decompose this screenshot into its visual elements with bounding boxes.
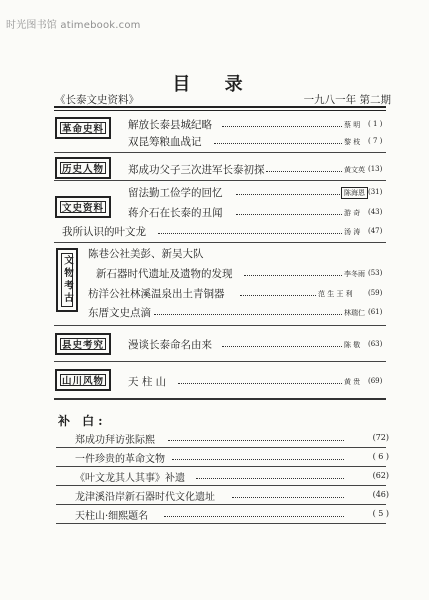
toc-entry-page: (53) bbox=[368, 269, 383, 277]
supplement-divider bbox=[56, 504, 386, 505]
toc-entry-page: (69) bbox=[368, 377, 383, 385]
toc-entry-author: 陈海恩 bbox=[341, 187, 368, 199]
toc-entry-page: (31) bbox=[368, 188, 383, 196]
supplement-item-page: (62) bbox=[372, 471, 389, 480]
supplement-item-title: 天柱山·细熙题名 bbox=[75, 511, 149, 522]
supplement-divider bbox=[56, 447, 386, 448]
title-rule bbox=[54, 106, 386, 108]
watermark: 时光图书馆 atimebook.com bbox=[6, 20, 141, 31]
toc-entry-title: 天 柱 山 bbox=[128, 376, 167, 388]
leader-dots bbox=[232, 497, 344, 498]
section-divider bbox=[54, 242, 386, 243]
toc-entry-page: (47) bbox=[368, 227, 383, 235]
toc-entry-author: 范 生 王 利 bbox=[318, 290, 353, 298]
toc-entry-title: 枋洋公社林溪温泉出土青铜器 bbox=[88, 288, 225, 300]
toc-entry-page: (13) bbox=[368, 165, 383, 173]
toc-entry-page: (59) bbox=[368, 289, 383, 297]
toc-entry-author: 陈 敬 bbox=[344, 341, 361, 349]
toc-entry-title: 东厝文史点滴 bbox=[88, 307, 151, 319]
supplement-item-page: (46) bbox=[372, 490, 389, 499]
leader-dots bbox=[164, 516, 344, 517]
toc-entry-author: 黄文英 bbox=[344, 166, 365, 174]
supplement-divider bbox=[56, 466, 386, 467]
toc-entry-title: 郑成功父子三次进军长泰初探 bbox=[128, 164, 265, 176]
toc-entry-page: ( 7 ) bbox=[368, 137, 383, 145]
leader-dots bbox=[214, 143, 342, 144]
toc-entry-page: (43) bbox=[368, 208, 383, 216]
supplement-item-title: 郑成功拜访张际熙 bbox=[75, 435, 155, 446]
leader-dots bbox=[236, 214, 342, 215]
supplement-divider bbox=[56, 523, 386, 524]
leader-dots bbox=[236, 194, 340, 195]
toc-entry-title: 双昆筹粮血战记 bbox=[128, 136, 202, 148]
leader-dots bbox=[266, 171, 342, 172]
toc-entry-author: 游 奇 bbox=[344, 209, 361, 217]
publication-name: 《长泰文史资料》 bbox=[55, 94, 139, 106]
supplement-item-title: 《叶文龙其人其事》补遗 bbox=[75, 473, 185, 484]
leader-dots bbox=[168, 440, 344, 441]
section-label-revolution: 革命史料 bbox=[55, 117, 111, 139]
section-divider bbox=[54, 180, 386, 181]
supplement-divider bbox=[56, 485, 386, 486]
section-label-history: 文史资料 bbox=[55, 196, 111, 218]
supplement-item-page: (72) bbox=[372, 433, 389, 442]
page-title: 目 录 bbox=[172, 74, 257, 95]
leader-dots bbox=[154, 314, 342, 315]
leader-dots bbox=[196, 478, 344, 479]
leader-dots bbox=[244, 275, 342, 276]
toc-entry-title: 蒋介石在长泰的丑闻 bbox=[128, 207, 223, 219]
toc-entry-title: 留法勤工俭学的回忆 bbox=[128, 187, 223, 199]
leader-dots bbox=[178, 383, 342, 384]
leader-dots bbox=[222, 126, 342, 127]
leader-dots bbox=[172, 459, 344, 460]
supplement-item-title: 一件珍贵的革命文物 bbox=[75, 454, 165, 465]
toc-entry-author: 蔡 明 bbox=[344, 121, 361, 129]
toc-entry-page: ( 1 ) bbox=[368, 120, 383, 128]
section-divider bbox=[54, 398, 386, 400]
toc-entry-title: 我所认识的叶文龙 bbox=[62, 226, 146, 238]
toc-entry-page: (63) bbox=[368, 340, 383, 348]
section-label-landscape: 山川风物 bbox=[55, 369, 111, 391]
toc-entry-title: 解放长泰县城纪略 bbox=[128, 119, 212, 131]
toc-entry-page: (61) bbox=[368, 308, 383, 316]
toc-entry-title: 漫谈长泰命名由来 bbox=[128, 339, 212, 351]
section-divider bbox=[54, 325, 386, 326]
toc-entry-author: 林瑞仁 bbox=[344, 309, 365, 317]
section-label-county: 县史考究 bbox=[55, 333, 111, 355]
toc-entry-title: 陈巷公社美彭、新吴大队 bbox=[88, 248, 204, 260]
section-label-figures: 历史人物 bbox=[55, 157, 111, 179]
toc-entry-author: 黄 贵 bbox=[344, 378, 361, 386]
section-label-archaeology: 文物考古 bbox=[56, 248, 78, 312]
leader-dots bbox=[222, 346, 342, 347]
supplement-label: 补 白: bbox=[58, 414, 107, 428]
leader-dots bbox=[240, 295, 316, 296]
supplement-item-page: ( 5 ) bbox=[372, 509, 389, 518]
toc-entry-title: 新石器时代遗址及遗物的发现 bbox=[96, 268, 233, 280]
supplement-item-page: ( 6 ) bbox=[372, 452, 389, 461]
issue-label: 一九八一年 第二期 bbox=[303, 94, 391, 106]
section-divider bbox=[54, 361, 386, 362]
toc-entry-author: 李冬雨 bbox=[344, 270, 365, 278]
title-subrule bbox=[54, 110, 386, 111]
toc-entry-author: 汤 涛 bbox=[344, 228, 361, 236]
leader-dots bbox=[158, 233, 342, 234]
supplement-item-title: 龙津溪沿岸新石器时代文化遗址 bbox=[75, 492, 215, 503]
toc-entry-author: 黎 枝 bbox=[344, 138, 361, 146]
section-divider bbox=[54, 152, 386, 153]
